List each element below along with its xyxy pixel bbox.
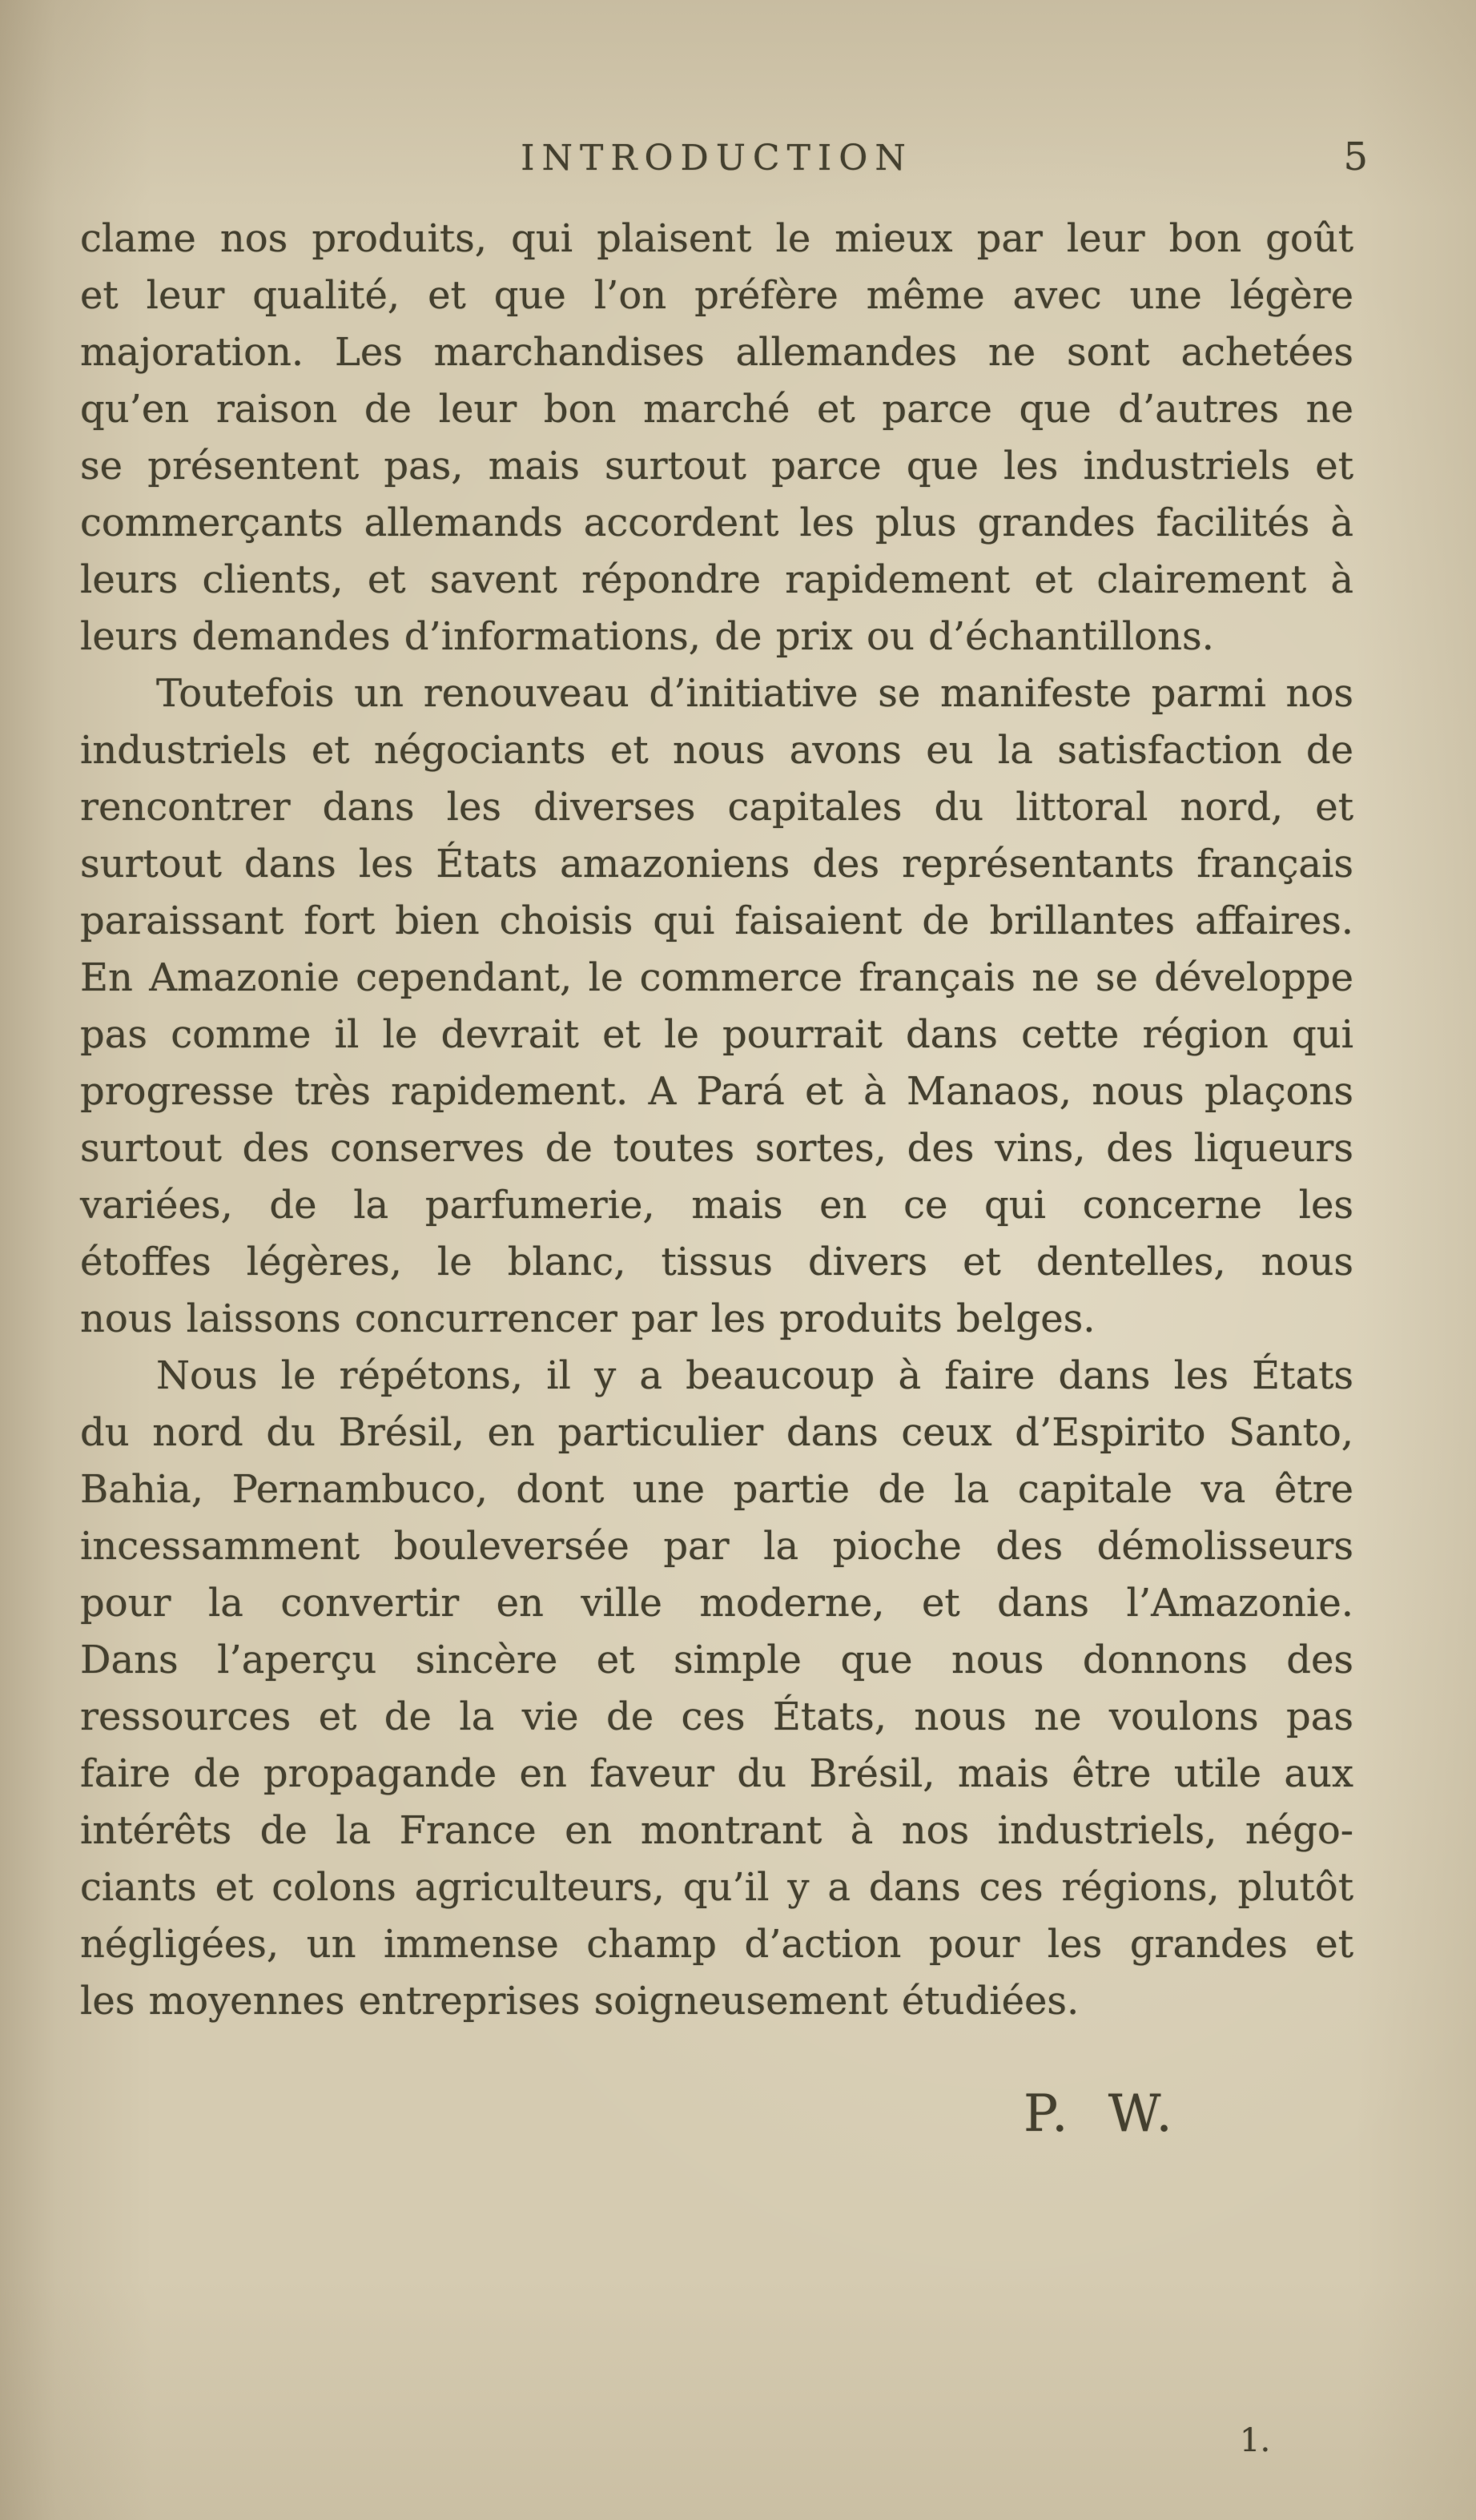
running-head-title: INTRODUCTION (521, 138, 913, 179)
text-line: se présentent pas, mais surtout parce que les industriels et (80, 444, 1353, 488)
text-line: ressources et de la vie de ces États, nous ne voulons pas (80, 1694, 1353, 1739)
text-line: progresse très rapidement. A Pará et à Manaos, nous plaçons (80, 1069, 1353, 1114)
text-line: pas comme il le devrait et le pourrait dans cette région qui (80, 1012, 1353, 1057)
text-line: industriels et négociants et nous avons eu la satisfaction de (80, 728, 1353, 773)
text-line: intérêts de la France en montrant à nos industriels, négo- (80, 1808, 1353, 1853)
text-line: étoffes légères, le blanc, tissus divers et dentelles, nous (80, 1240, 1353, 1284)
text-line: Nous le répétons, il y a beaucoup à faire dans les États (156, 1353, 1353, 1398)
text-line: surtout des conserves de toutes sortes, des vins, des liqueurs (80, 1126, 1353, 1171)
text-line: clame nos produits, qui plaisent le mieux par leur bon goût (80, 216, 1353, 261)
text-line: du nord du Brésil, en particulier dans ceux d’Espirito Santo, (80, 1410, 1353, 1455)
text-line: et leur qualité, et que l’on préfère même avec une légère (80, 273, 1353, 318)
text-line: incessamment bouleversée par la pioche des démolisseurs (80, 1524, 1353, 1569)
text-line: pour la convertir en ville moderne, et dans l’Amazonie. (80, 1581, 1353, 1626)
text-line: qu’en raison de leur bon marché et parce que d’autres ne (80, 387, 1353, 432)
text-line: ciants et colons agriculteurs, qu’il y a dans ces régions, plutôt (80, 1865, 1353, 1910)
text-line: surtout dans les États amazoniens des représentants français (80, 842, 1353, 886)
text-line: Bahia, Pernambuco, dont une partie de la capitale va être (80, 1467, 1353, 1512)
footer-signature-mark: 1. (1240, 2422, 1271, 2459)
text-line: les moyennes entreprises soigneusement étudiées. (80, 1979, 1080, 2024)
text-line: faire de propagande en faveur du Brésil, mais être utile aux (80, 1751, 1353, 1796)
text-line: majoration. Les marchandises allemandes ne sont achetées (80, 330, 1353, 375)
text-line: leurs clients, et savent répondre rapidement et clairement à (80, 557, 1353, 602)
text-line: En Amazonie cependant, le commerce français ne se développe (80, 955, 1353, 1000)
text-line: rencontrer dans les diverses capitales du littoral nord, et (80, 785, 1353, 830)
text-line: Toutefois un renouveau d’initiative se manifeste parmi nos (156, 671, 1353, 716)
text-line: négligées, un immense champ d’action pour les grandes et (80, 1922, 1353, 1967)
text-line: leurs demandes d’informations, de prix ou d’échantillons. (80, 614, 1214, 659)
text-line: Dans l’aperçu sincère et simple que nous donnons des (80, 1638, 1353, 1682)
page-number: 5 (1343, 135, 1368, 179)
body-text-column (80, 211, 1353, 2030)
text-line: paraissant fort bien choisis qui faisaient de brillantes affaires. (80, 898, 1353, 943)
text-line: variées, de la parfumerie, mais en ce qui concerne les (80, 1183, 1353, 1228)
text-line: nous laissons concurrencer par les produits belges. (80, 1296, 1096, 1341)
text-line: commerçants allemands accordent les plus grandes facilités à (80, 500, 1353, 545)
author-initials-signature: P. W. (1024, 2084, 1176, 2144)
